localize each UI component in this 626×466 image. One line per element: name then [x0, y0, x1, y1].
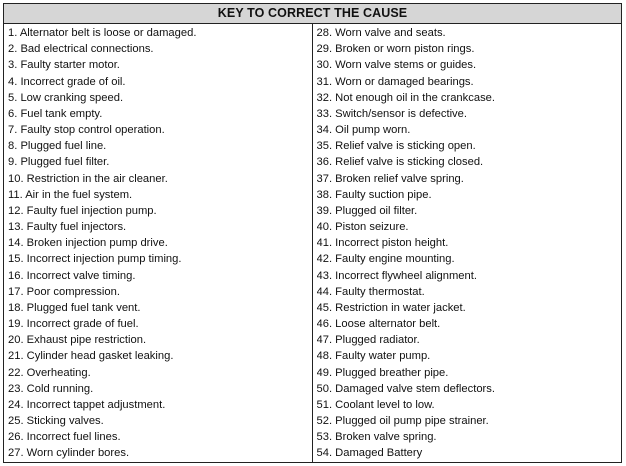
list-item: 27. Worn cylinder bores. [8, 447, 130, 460]
list-item: 28. Worn valve and seats. [316, 27, 446, 39]
list-item: 53. Broken valve spring. [316, 431, 437, 444]
list-item: 38. Faulty suction pipe. [316, 188, 432, 201]
list-item: 10. Restriction in the air cleaner. [8, 172, 168, 185]
list-item: 1. Alternator belt is loose or damaged. [8, 27, 197, 39]
table-body [4, 24, 621, 462]
list-item: 3. Faulty starter motor. [8, 59, 120, 72]
list-item: 21. Cylinder head gasket leaking. [8, 350, 174, 363]
list-item: 31. Worn or damaged bearings. [316, 75, 474, 88]
list-item: 16. Incorrect valve timing. [8, 269, 136, 282]
list-item: 35. Relief valve is sticking open. [316, 140, 476, 153]
list-item: 11. Air in the fuel system. [8, 188, 133, 201]
list-item: 37. Broken relief valve spring. [316, 172, 464, 185]
list-item: 4. Incorrect grade of oil. [8, 75, 126, 88]
list-item: 33. Switch/sensor is defective. [316, 107, 467, 120]
list-item: 30. Worn valve stems or guides. [316, 59, 477, 72]
list-item: 23. Cold running. [8, 382, 94, 395]
list-item: 12. Faulty fuel injection pump. [8, 204, 157, 217]
list-item: 9. Plugged fuel filter. [8, 156, 110, 169]
left-column [4, 24, 313, 462]
list-item: 2. Bad electrical connections. [8, 43, 154, 56]
list-item: 47. Plugged radiator. [316, 334, 420, 347]
list-item: 19. Incorrect grade of fuel. [8, 318, 139, 331]
list-item: 25. Sticking valves. [8, 415, 104, 428]
list-item: 41. Incorrect piston height. [316, 237, 449, 250]
list-item: 49. Plugged breather pipe. [316, 366, 449, 379]
list-item: 54. Damaged Battery [316, 447, 423, 460]
table-title: KEY TO CORRECT THE CAUSE [4, 4, 621, 24]
list-item: 32. Not enough oil in the crankcase. [316, 91, 495, 104]
list-item: 22. Overheating. [8, 366, 91, 379]
list-item: 48. Faulty water pump. [316, 350, 431, 363]
list-item: 34. Oil pump worn. [316, 124, 411, 137]
list-item: 6. Fuel tank empty. [8, 107, 103, 120]
list-item: 46. Loose alternator belt. [316, 318, 441, 331]
list-item: 44. Faulty thermostat. [316, 285, 425, 298]
list-item: 20. Exhaust pipe restriction. [8, 334, 147, 347]
list-item: 39. Plugged oil filter. [316, 204, 418, 217]
key-table [3, 3, 622, 463]
list-item: 8. Plugged fuel line. [8, 140, 107, 153]
list-item: 50. Damaged valve stem deflectors. [316, 382, 495, 395]
list-item: 52. Plugged oil pump pipe strainer. [316, 415, 489, 428]
right-column [313, 24, 622, 462]
list-item: 14. Broken injection pump drive. [8, 237, 168, 250]
list-item: 36. Relief valve is sticking closed. [316, 156, 484, 169]
list-item: 15. Incorrect injection pump timing. [8, 253, 182, 266]
list-item: 51. Coolant level to low. [316, 398, 435, 411]
list-item: 13. Faulty fuel injectors. [8, 221, 127, 234]
list-item: 24. Incorrect tappet adjustment. [8, 398, 166, 411]
list-item: 26. Incorrect fuel lines. [8, 431, 121, 444]
list-item: 18. Plugged fuel tank vent. [8, 301, 141, 314]
list-item: 43. Incorrect flywheel alignment. [316, 269, 477, 282]
list-item: 29. Broken or worn piston rings. [316, 43, 475, 56]
list-item: 5. Low cranking speed. [8, 91, 124, 104]
list-item: 42. Faulty engine mounting. [316, 253, 455, 266]
list-item: 7. Faulty stop control operation. [8, 124, 165, 137]
list-item: 17. Poor compression. [8, 285, 120, 298]
list-item: 45. Restriction in water jacket. [316, 301, 466, 314]
list-item: 40. Piston seizure. [316, 221, 409, 234]
